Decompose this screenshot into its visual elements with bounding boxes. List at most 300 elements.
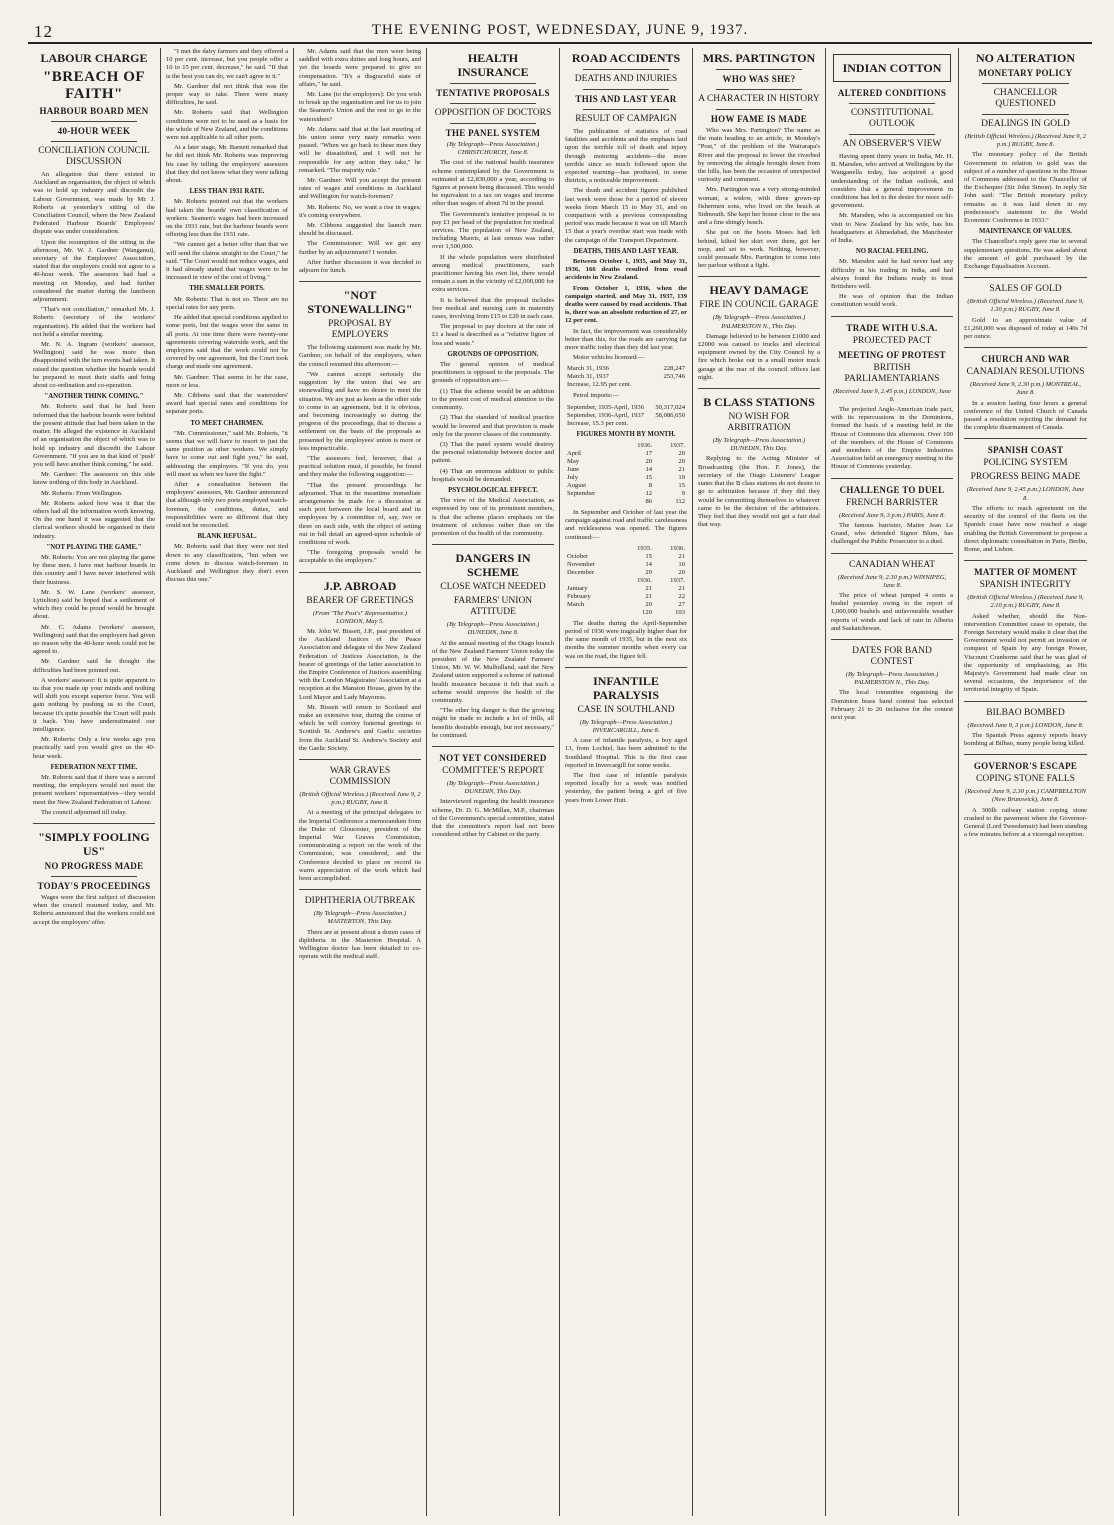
deck: CASE IN SOUTHLAND: [577, 704, 675, 715]
headline: SPANISH COAST: [987, 445, 1064, 456]
article-body: [33, 894, 155, 927]
headline: INFANTILE PARALYSIS: [592, 673, 660, 702]
paragraph: He added that special conditions applied to some ports, but the wages were the same in all ports. At one time there were twenty-one agreements covering waterside work, and the employers said that the work could not be covered by one agreement, but the Court took charge and made one agreement.: [166, 314, 288, 371]
table-row: [565, 373, 687, 381]
article-body: [565, 737, 687, 805]
paragraph: A case of infantile paralysis, a boy aged 13, from Lochiel, has been admitted to the Southland Hospital. This is the first case reported in Invercargill for some weeks.: [565, 737, 687, 769]
table-cell: April: [567, 449, 581, 457]
dateline: (By Telegraph—Press Association.) PALMERSTON N., This Day.: [712, 314, 806, 330]
deck: PROPOSAL BY EMPLOYERS: [328, 319, 392, 341]
paragraph: In fact, the improvement was considerably better than this, for the roads are carrying far more traffic today than they did last year.: [565, 327, 687, 352]
table-cell: 12: [645, 489, 653, 497]
paragraph: Mr. Roberts: No, we want a rise in wages; it's coming everywhere.: [299, 203, 421, 219]
table-cell: [565, 577, 621, 585]
paragraph: Having spent thirty years in India, Mr. H. B. Marsden, who arrived at Wellington by the Wanganella today, has acquired a good understanding of the Indian outlook, and considers that a general improvement in conditions has led to the desire for more self-government.: [831, 153, 953, 210]
table-cell: 120: [642, 608, 652, 616]
vehicles-table: [565, 365, 687, 389]
page-number: 12: [34, 22, 53, 41]
table-row: [565, 404, 687, 412]
divider: [716, 69, 802, 70]
deck: COMMITTEE'S REPORT: [442, 765, 544, 776]
table-cell: March: [567, 600, 585, 608]
table-row: [565, 593, 687, 601]
dateline: (Received June 9, 3 p.m.) PARIS, June 8.: [838, 511, 945, 519]
divider: [299, 572, 421, 573]
subheading: FIGURES MONTH BY MONTH.: [576, 430, 676, 438]
article-body: [831, 406, 953, 472]
headline: BILBAO BOMBED: [986, 707, 1065, 718]
paragraph: Mr. Adams said that at the last meeting of his union some very nasty remarks were passed. "When we go back to these men they will be dissatisfied, and I will not be responsible for any action they take," he remarked. "The majority rule.": [299, 125, 421, 174]
paragraph: A 300lb railway station coping stone crashed to the pavement where the Governor-General (Lord Tweedsmuir) had been standing a few minutes before at a viceregal reception.: [964, 806, 1088, 839]
headline: DANGERS IN SCHEME: [455, 551, 531, 580]
paragraph: A workers' assessor: It is quite apparent to us that you made up your minds and nothing will shift you except superior force. You will gain nothing by pushing us to the Court, because it's quite possible the Court will push it back. You have underestimated our intelligence.: [33, 676, 155, 733]
column-5: [560, 48, 693, 1516]
article-body: [964, 807, 1087, 840]
paragraph: The Spanish Press agency reports heavy bombing at Bilbao, many people being killed.: [964, 731, 1087, 747]
paragraph: "The assessors feel, however, that a practical solution must, if possible, be found and they make the following suggestion:—: [299, 454, 421, 479]
paragraph: The publication of statistics of road fatalities and accidents and the emphasis laid upon the terrible toll of death and injury through motoring accidents—the more terrible since so much followed upon the expected warning—has produced, in some districts, a noticeable improvement.: [565, 128, 687, 185]
paragraph: Mr. Gardner said he thought the difficulties had been pointed out.: [33, 658, 155, 674]
paragraph: The view of the Medical Association, as expressed by one of its prominent members, is that the scheme places emphasis on the treatment of sickness rather than on the promotion of the health of the community.: [432, 497, 554, 537]
table-cell: February: [567, 592, 591, 600]
table-cell: 20: [678, 457, 685, 465]
paragraph: Mr. Gardner: The assessors on this side know nothing of this body in Auckland.: [33, 471, 155, 487]
subheading: DEATHS, THIS AND LAST YEAR.: [573, 247, 679, 255]
article-body: [964, 613, 1087, 695]
divider: [450, 103, 536, 104]
paragraph: After further discussion it was decided to adjourn for lunch.: [299, 258, 421, 275]
table-cell: 29: [645, 568, 652, 576]
paragraph: In September and October of last year the campaign against road and traffic carelessness and recklessness was opened. The figures continued:—: [565, 508, 687, 541]
paragraph: The first case of infantile paralysis reported locally for a week was notified yesterday, the patient being a girl of five years from Lower Hutt.: [565, 771, 687, 804]
table-row: [565, 466, 687, 474]
deck: PROJECTED PACT: [852, 335, 932, 346]
paragraph: "The other big danger is that the growing might be made to include a lot of frills, all benefits desirable enough, but not necessary," he continued.: [432, 707, 554, 739]
paragraph: Wages were the first subject of discussion when the council resumed today, and Mr. Roberts announced that the workers could not accept the employers' offer.: [33, 894, 155, 926]
paragraph: Mr. Marsden said he had never had any difficulty in his trading in India, and had always found the Indians ready to treat Britishers well.: [831, 258, 953, 291]
article-body: [831, 689, 953, 722]
dateline: (By Telegraph—Press Association.) DUNEDIN, This Day.: [446, 779, 540, 796]
article-body: [964, 732, 1087, 748]
dateline: (By Telegraph—Press Association.) DUNEDIN, June 8.: [446, 621, 540, 637]
article-body: [299, 809, 421, 883]
deck: HARBOUR BOARD MEN: [39, 106, 149, 116]
divider: [583, 109, 669, 110]
paragraph: Upon the resumption of the sitting in the afternoon, Mr. W. J. Gardner (Wanganui), secretary of the Employers' Association, stated that the employers could not agree to a 40-hour week. The assessors had had a meeting on Monday, and had further considered the matter during the luncheon adjournment.: [33, 238, 155, 304]
deck: CONCILIATION COUNCIL DISCUSSION: [38, 146, 150, 167]
table-header-row: [565, 545, 687, 553]
monthly-deaths-table: [565, 442, 687, 506]
paragraph: It is believed that the proposal includes free medical and nursing care in maternity cases, involving from £15 to £20 in each case.: [432, 296, 554, 321]
deck: THE PANEL SYSTEM: [445, 128, 541, 138]
paragraph: Mr. Roberts pointed out that the workers had taken the boards' own classification of workers. Seamen's wages had been increased on the 1931 rate, but the harbour boards were offering less than the 1931 rate.: [166, 198, 288, 239]
subheading: GROUNDS OF OPPOSITION.: [447, 350, 539, 358]
paragraph: "We cannot get a better offer than that we will send the claims straight to the Court," he said. "The Court would not reduce wages, and it had already stated that wages were to be increased in view of the cost of living.": [166, 241, 288, 282]
column-4: [427, 48, 560, 1516]
paragraph: The Commissioner: Will we get any further by an adjournment? I wonder.: [299, 240, 421, 256]
divider: [698, 388, 820, 389]
paragraph: The general opinion of medical practitioners is opposed to the proposals. The grounds of opposition are:—: [432, 361, 554, 385]
divider: [51, 141, 137, 142]
column-2: [161, 48, 294, 1516]
article-body: [698, 127, 820, 270]
table-cell: 1935.: [637, 544, 652, 552]
paragraph: Mr. Roberts: That is not so. There are no special rates for any ports.: [166, 295, 288, 311]
divider: [583, 69, 669, 70]
headline: ROAD ACCIDENTS: [571, 51, 681, 65]
subheading: LESS THAN 1931 RATE.: [189, 188, 265, 196]
dateline: (Received June 9, 2.45 p.m.) LONDON, June 8.: [966, 486, 1085, 502]
article-body: [698, 333, 820, 382]
table-row: [565, 609, 687, 617]
headline: CHALLENGE TO DUEL: [839, 484, 945, 495]
masthead: [28, 20, 1092, 44]
headline: WAR GRAVES COMMISSION: [329, 766, 391, 788]
table-cell: 15: [678, 481, 685, 489]
table-cell: July: [567, 473, 578, 481]
paragraph: "That the present proceedings be adjourned. That in the meantime immediate arrangements be made for a discussion at each port between the local board and its employees by a committee of, say, two or three on each side, with the object of setting out in full detail an agreed-upon schedule of conditions of work.: [299, 481, 421, 546]
table-cell: March 31, 1937: [567, 373, 609, 381]
paragraph: The monetary policy of the British Government in relation to gold was the subject of a number of questions in the House of Commons addressed to the Chancellor of the Exchequer (Sir John Simon). In reply Sir John said: "The British monetary policy remains as it was laid down in my predecessor's statement to the World Economic Conference in 1933.": [964, 151, 1087, 225]
dateline: (Received June 9, 2.45 p.m.) LONDON, June 8.: [833, 387, 951, 403]
headline: MRS. PARTINGTON: [702, 51, 816, 65]
dateline: (From "The Post's" Representative.) LONDON, May 5.: [312, 609, 408, 625]
paragraph: She put on the boots Moses had left behind, kilted her skirt over them, got her mop, and set to work. Nothing, however, could persuade Mrs. Partington to come into her parlour without a fight.: [698, 229, 820, 270]
divider: [583, 89, 669, 90]
table-cell: September, 1935-April, 1936: [567, 403, 645, 411]
column-7: [826, 48, 959, 1516]
headline: B CLASS STATIONS: [703, 395, 815, 410]
paragraph: "I met the dairy farmers and they offered a 10 per cent. increase, but you people offer a 10 to 15 per cent. decrease," he said. "If that is the best you can do, we can't agree to it.": [166, 48, 288, 80]
deck: OPPOSITION OF DOCTORS: [434, 108, 552, 118]
deck: HOW FAME IS MADE: [710, 114, 808, 124]
headline: HEALTH INSURANCE: [457, 51, 529, 79]
article-body: [964, 400, 1087, 433]
table-cell: 14: [645, 465, 653, 473]
paragraph: Mr. Roberts said that if there was a second meeting, the employers would not meet the present workers' representatives—they would meet the New Zealand Federation of Labour.: [33, 774, 155, 806]
table-cell: 10: [678, 560, 685, 568]
divider: [432, 746, 554, 747]
divider: [450, 123, 536, 124]
headline: "BREACH OF FAITH": [42, 69, 146, 102]
table-row: [565, 569, 687, 577]
table-cell: 20: [678, 568, 685, 576]
divider: [299, 281, 421, 282]
paragraph: In a session lasting four hours a general conference of the United Church of Canada passed a resolution rejecting the demand for the complete disarmament of Canada.: [964, 399, 1087, 432]
paragraph: The proposal to pay doctors at the rate of £1 a head is described as a "relative figure of loss and waste.": [432, 323, 554, 347]
table-cell: 8: [648, 481, 653, 489]
deck: TODAY'S PROCEEDINGS: [37, 881, 151, 892]
deck: DEALINGS IN GOLD: [981, 119, 1070, 129]
paragraph: "That's not conciliation," remarked Mr. J. Roberts (secretary of the workers' organisation). He added that the workers had not held a similar meeting.: [33, 306, 155, 338]
article-body: [299, 344, 421, 565]
table-cell: 112: [675, 497, 685, 505]
table-cell: May: [567, 457, 580, 465]
paragraph: The council adjourned till today.: [41, 808, 127, 816]
paragraph: There are at present about a dozen cases of diphtheria in the Masterton Hospital. A Wellington doctor has been detailed to co-operate with the medical staff.: [299, 928, 421, 961]
deck: CLOSE WATCH NEEDED: [440, 582, 546, 593]
paragraph: The famous barrister, Maitre Jean Le Grand, who defended Signor Blum, has challenged the Public Prosecutor to a duel.: [831, 521, 953, 546]
paragraph: Asked whether, should the Non-intervention Committee cease to operate, the Foreign Secretary would make it clear that the Government would not permit an invasion or conquest of Spain by any foreign Power, Viscount Cranborne said that he was glad of the opportunity of emphasising, as His Majesty's Government had made clear on several occasions, the importance of the territorial integrity of Spain.: [964, 612, 1087, 694]
table-cell: 22: [678, 592, 685, 600]
deck: CHANCELLOR QUESTIONED: [993, 88, 1058, 109]
table-row: [565, 553, 687, 561]
divider: [299, 889, 421, 890]
paragraph: The cost of the national health insurance scheme contemplated by the Government is estimated at £2,830,000 a year, according to figures at present being discussed. This would be equivalent to a tax on wages and income other than wages of about 7d in the pound.: [432, 159, 554, 208]
paragraph: "The foregoing proposals would be acceptable to the employers.": [299, 549, 421, 565]
article-body: [166, 543, 288, 584]
paragraph: Mr. Gardner: That seems to be the case, more or less.: [166, 373, 288, 389]
article-body: [299, 628, 421, 753]
table-row: [565, 498, 687, 506]
paragraph: "We cannot accept seriously the suggestion by the union that we are stonewalling and have no desire to meet the situation. We are just as keen as the other side to come to an agreement, but it is obvious, and becoming increasingly so during the progress of the proceedings, that to discuss a settlement on the basis of the proposals as presented by the employees' union is more or less impracticable.: [299, 370, 421, 452]
table-cell: 20: [645, 457, 653, 465]
table-cell: 15: [645, 552, 652, 560]
dateline: (British Official Wireless.) (Received June 9, 2.10 p.m.) RUGBY, June 8.: [967, 594, 1084, 610]
article-body: [964, 317, 1087, 342]
deck: NO WISH FOR ARBITRATION: [727, 412, 791, 434]
table-cell: [565, 545, 621, 553]
paragraph: The efforts to reach agreement on the security of the control of the fleets on the Spanish coast have now reached a stage enabling the British Government to propose a direct diplomatic consultation in Paris, Berlin, Rome, and Lisbon.: [964, 504, 1087, 553]
table-cell: 15: [645, 473, 653, 481]
subheading: TO MEET CHAIRMEN.: [190, 419, 264, 427]
divider: [565, 667, 687, 668]
headline: NOT YET CONSIDERED: [439, 752, 547, 763]
table-row: [565, 577, 687, 585]
deck: THIS AND LAST YEAR: [575, 94, 677, 104]
paragraph: An allegation that there existed in Auckland an organisation, the object of which was to hold up industry and discredit the Labour Government, was made by Mr. J. Roberts at yesterday's sitting of the Conciliation Council, where the New Zealand Federated Harbour Boards' Employees' dispute was under consideration.: [33, 171, 155, 236]
paragraph: At a later stage, Mr. Barnett remarked that he did not think Mr. Roberts was improving his case by telling the employers' assessors that they did not know what they were talking about.: [166, 144, 288, 185]
divider: [716, 109, 802, 110]
paragraph: Mr. N. A. Ingram (workers' assessor, Wellington) said he was more than disappointed with the turn events had taken. It raised the question whether the boards would be prepared to meet their staffs and bring about co-ordination and co-operation.: [33, 341, 155, 390]
article-body: [831, 153, 953, 245]
paragraph: If the whole population were distributed among medical practitioners, each practitioner having his own list, there would remain a sum in the vicinity of £2,000,000 for extra services.: [432, 253, 554, 294]
deck: MONETARY POLICY: [978, 68, 1073, 78]
deck: CONSTITUTIONAL OUTLOOK: [850, 108, 934, 129]
dateline: (Received June 9, 2.30 p.m.) MONTREAL, June 8.: [970, 381, 1081, 397]
deck: AN OBSERVER'S VIEW: [842, 139, 942, 149]
paragraph: Motor vehicles licensed:—: [573, 354, 645, 362]
table-cell: [651, 420, 687, 428]
article-body: [565, 328, 687, 363]
column-3: [294, 48, 427, 1516]
column-1: [28, 48, 161, 1516]
table-cell: 58,086,650: [655, 411, 685, 419]
divider: [831, 316, 953, 317]
headline: CANADIAN WHEAT: [848, 559, 936, 570]
table-cell: October: [567, 552, 589, 560]
deck: FIRE IN COUNCIL GARAGE: [699, 300, 819, 311]
deck: SPANISH INTEGRITY: [979, 580, 1072, 591]
divider: [831, 553, 953, 554]
table-cell: 228,247: [663, 365, 685, 373]
paragraph: Mr. Marsden, who is accompanied on his visit to New Zealand by his wife, has his headquarters at Ahmedabad, the Manchester of India.: [831, 212, 953, 245]
article-body: [432, 361, 554, 484]
deck: CANADIAN RESOLUTIONS: [966, 367, 1085, 378]
deck: DEATHS AND INJURIES: [574, 74, 678, 84]
table-cell: 1936.: [637, 576, 652, 584]
subheading: "ANOTHER THINK COMING.": [44, 393, 144, 401]
dateline: (Received June 9, 3 p.m.) LONDON, June 8.: [967, 721, 1084, 729]
paragraph: (3) That the panel system would destroy the personal relationship between doctor and patient.: [432, 440, 554, 465]
paragraph: Mr. Roberts: You are not playing the game by these men. I have met harbour boards in this country and I have never interfered with their business.: [33, 553, 155, 586]
table-cell: [654, 381, 687, 389]
divider: [849, 103, 935, 104]
table-cell: June: [567, 465, 580, 473]
paragraph: (2) That the standard of medical practice would be lowered and that provision is made only for the poorer classes of the community.: [432, 414, 554, 438]
article-body: [565, 128, 687, 245]
table-cell: 19: [678, 473, 685, 481]
masthead-title: THE EVENING POST, WEDNESDAY, JUNE 9, 1937.: [371, 22, 749, 38]
headline: SALES OF GOLD: [989, 284, 1062, 295]
table-cell: 14: [645, 560, 652, 568]
deck: PROGRESS BEING MADE: [970, 472, 1081, 483]
paragraph: Mr. S. W. Lane (workers' assessor, Lyttelton) said he hoped that a settlement of which they could be proud would be brought about.: [33, 588, 155, 621]
column-6: [693, 48, 826, 1516]
table-cell: 1937.: [670, 576, 685, 584]
subheading: THE SMALLER PORTS.: [189, 285, 265, 293]
article-body: [166, 198, 288, 282]
divider: [964, 754, 1087, 755]
article-body: [33, 554, 155, 761]
headline: NO ALTERATION: [975, 51, 1076, 65]
paragraph: The local committee organising the Dominion brass band contest has selected February 21 to 26 inclusive for the contest next year.: [831, 689, 953, 721]
paragraph: Mr. Roberts said that he had been informed that the harbour boards were behind the present attitude that had been taken in the matter. He alleged the existence in Auckland of an organisation the object of which was to hold up industry and discredit the Labour Government. "If you are in that kind of 'push' you will have another think coming," he said.: [33, 403, 155, 468]
paragraph: The Government's tentative proposal is to pay £1 per head of the population for medical services. The population of New Zealand, including Maoris, at last census was rather over 1,500,000.: [432, 210, 554, 251]
article-body: [698, 455, 820, 529]
headline: J.P. ABROAD: [323, 578, 397, 593]
paragraph: Mr. Gardner: Will you accept the present rates of wages and conditions in Auckland and Wellington for watch-foremen?: [299, 177, 421, 201]
deck: RESULT OF CAMPAIGN: [575, 114, 677, 124]
table-cell: 21: [678, 552, 685, 560]
paragraph: Replying to the Acting Minister of Broadcasting (the Hon. F. Jones), the secretary of the Otago Listeners' League states that the B class stations do not desire to go to arbitration because if they did they would be committing themselves to whatever came to be the decision of the arbitrators. They feel that they would not get a fair deal that way.: [698, 455, 820, 529]
table-header-row: [565, 442, 687, 450]
divider: [33, 823, 155, 824]
deck: COPING STONE FALLS: [976, 774, 1075, 785]
table-cell: [565, 609, 621, 617]
deck: FRENCH BARRISTER: [845, 497, 939, 508]
deck: TENTATIVE PROPOSALS: [436, 88, 550, 98]
divider: [964, 277, 1087, 278]
table-cell: 50,317,024: [655, 403, 685, 411]
article-body: [299, 48, 421, 275]
table-cell: [565, 442, 621, 450]
paragraph: Mr. Bissett will return to Scotland and make an extensive tour, during the course of which he will convey fraternal greetings to Scottish St. Andrew's and Gaelic societies from the Auckland St. Andrew's Society and the Gaelic Society.: [299, 703, 421, 752]
column-8: [959, 48, 1092, 1516]
table-caption: Petrol imports:—: [573, 392, 619, 400]
table-cell: December: [567, 568, 595, 576]
deck: A CHARACTER IN HISTORY: [698, 94, 820, 104]
columns: [28, 48, 1092, 1516]
divider: [432, 544, 554, 545]
paragraph: Who was Mrs. Partington? The name as the main heading to an article, in Monday's "Post," of the problem of the Wairarapa's River and the proposal to lower the riverbed by removing the shingle brought down from the hills, has been the occasion of unexpected curiosity and comment.: [698, 127, 820, 184]
article-body: [964, 505, 1087, 554]
table-row: [565, 561, 687, 569]
table-row: [565, 482, 687, 490]
table-cell: September, 1936-April, 1937: [567, 411, 645, 419]
dateline: (Received June 9, 2.30 p.m.) CAMPBELLTON (New Brunswick), June 8.: [965, 788, 1086, 804]
paragraph: The following statement was made by Mr. Gardner, on behalf of the employers, when the council resumed this afternoon:—: [299, 344, 421, 368]
table-cell: 21: [645, 584, 652, 592]
deck: MEETING OF PROTEST: [838, 349, 946, 360]
table-cell: November: [567, 560, 595, 568]
divider: [716, 89, 802, 90]
article-body: [432, 497, 554, 538]
dateline: (By Telegraph—Press Association.) MASTERTON, This Day.: [313, 910, 407, 926]
article-body: [299, 929, 421, 962]
table-cell: 21: [645, 592, 652, 600]
subheading: BLANK REFUSAL.: [197, 533, 257, 541]
paragraph: He was of opinion that the Indian constitution would work.: [831, 293, 953, 309]
deck: WHO WAS SHE?: [722, 74, 796, 84]
paragraph: Mr. Lane (to the employers): Do you wish to break up the organisation and for us to join the Seamen's Union and the rest to go to the watersiders?: [299, 91, 421, 123]
deck: 40-HOUR WEEK: [57, 126, 131, 136]
dateline: (By Telegraph—Press Association.) PALMERSTON N., This Day.: [845, 670, 939, 687]
table-row: [565, 601, 687, 609]
paragraph: Mr. Gardner did not think that was the proper way to take. There were many difficulties, he said.: [166, 82, 288, 107]
dateline: (British Official Wireless.) (Received June 9, 1.30 p.m.) RUGBY, June 8.: [967, 298, 1084, 314]
monthly-deaths-table-2: [565, 545, 687, 617]
subheading: FEDERATION NEXT TIME.: [50, 763, 138, 771]
petrol-table: [565, 404, 687, 428]
divider: [964, 701, 1087, 702]
table-cell: 20: [678, 449, 685, 457]
paragraph: The price of wheat jumped 4 cents a bushel yesterday owing to the report of 1,000,000 bushels and unfavourable weather reports of winds and lack of rain in Alberta and Saskatchewan.: [831, 591, 953, 632]
table-cell: 1936.: [637, 441, 653, 449]
divider: [51, 121, 137, 122]
paragraph: Mr. Roberts: From Wellington.: [41, 489, 123, 497]
paragraph: Mr. Roberts said that they were not tied down to any classification, "but when we come down to discuss watch-foremen in Auckland and Wellington they don't even discuss this one.": [166, 543, 288, 584]
paragraph: Mr. Roberts: Only a few weeks ago you practically said you would give us the 40-hour week.: [33, 736, 155, 760]
paragraph: Interviewed regarding the health insurance scheme, Dr. D. G. McMillan, M.P., chairman of the Government's special committee, stated that the committee's report had not been considered either by Cabinet or the party.: [432, 798, 554, 839]
table-cell: 1937.: [670, 441, 685, 449]
paragraph: Mr. John W. Bissett, J.P., past president of the Auckland Justices of the Peace Association and delegate of the New Zealand Federation of Justices Association, is the bearer of greetings of the latter association to the Empire Conference of Justices assembling with the London Magistrates' Association at a reception at the Mansion House, given by the Lord Mayor and Lady Mayoress.: [299, 627, 421, 701]
table-cell: January: [567, 584, 588, 592]
paragraph: Damage believed to be between £1000 and £2000 was caused to trucks and electrical equipment owned by the City Council by a fire which broke out in a small motor truck garage at the rear of the council offices last night.: [698, 332, 820, 381]
table-cell: 27: [678, 600, 685, 608]
divider: [51, 876, 137, 877]
table-cell: August: [567, 481, 587, 489]
table-cell: [565, 498, 621, 506]
article-body: [166, 430, 288, 530]
bold-paragraph: From October 1, 1936, when the campaign started, and May 31, 1937, 139 deaths were caused by road accidents. That is, there was an absolute reduction of 27, or 12 per cent.: [565, 284, 687, 325]
dateline: (British Official Wireless.) (Received June 9, 2 p.m.) RUGBY, June 8.: [299, 791, 421, 807]
kicker: LABOUR CHARGE: [40, 51, 148, 65]
article-body: [964, 151, 1087, 225]
table-cell: 17: [645, 449, 653, 457]
divider: [831, 639, 953, 640]
paragraph: Mr. C. Adams (workers' assessor, Wellington) said that the employers had given no reason why the 40-hour week could not be agreed to.: [33, 623, 155, 656]
subheading: PSYCHOLOGICAL EFFECT.: [448, 486, 538, 494]
deck: FARMERS' UNION ATTITUDE: [453, 596, 533, 618]
headline: DATES FOR BAND CONTEST: [852, 645, 932, 667]
table-cell: 1936.: [670, 544, 685, 552]
divider: [849, 134, 935, 135]
dateline: (British Official Wireless.) (Received June 9, 2 p.m.) RUGBY, June 8.: [964, 133, 1087, 149]
headline: INDIAN COTTON: [842, 61, 942, 75]
table-cell: September: [567, 489, 596, 497]
divider: [450, 83, 536, 84]
headline: DIPHTHERIA OUTBREAK: [304, 896, 416, 907]
divider: [831, 478, 953, 479]
headline: "NOT STONEWALLING": [307, 288, 413, 317]
paragraph: The deaths during the April-September period of 1936 were tragically higher than for the same month of 1935, but in the next six months the summer months when every car was on the road, the figure fell.: [565, 619, 687, 660]
paragraph: Mr. Cibbons suggested the launch men should be discussed.: [299, 222, 421, 238]
headline: "SIMPLY FOOLING US": [38, 830, 150, 859]
table-cell: 253,746: [663, 373, 685, 381]
table-cell: Increase, 12.95 per cent.: [567, 381, 632, 389]
headline: TRADE WITH U.S.A.: [846, 322, 938, 333]
